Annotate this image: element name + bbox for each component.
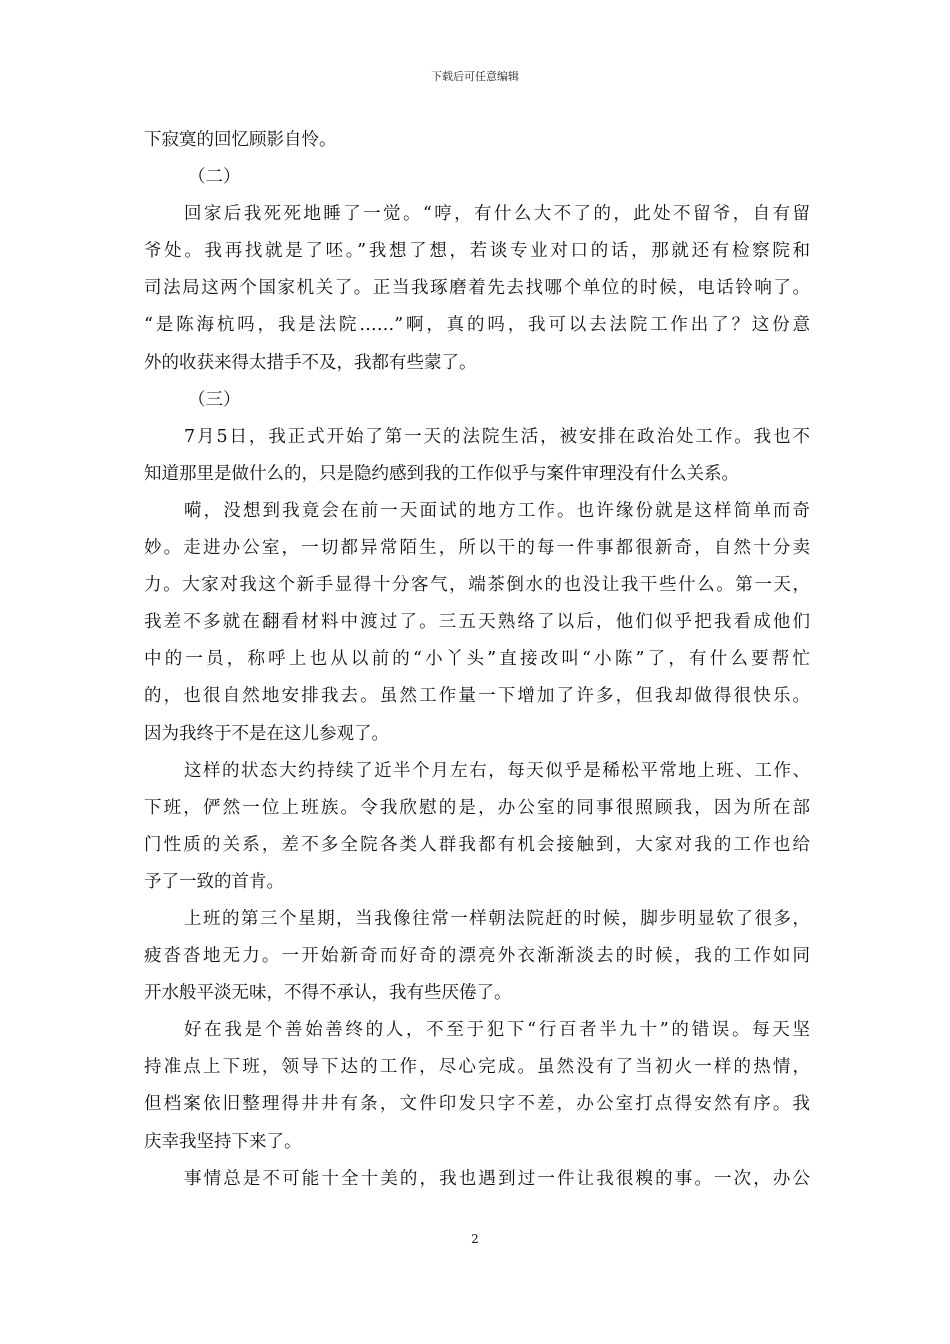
text-line: 妙。走进办公室，一切都异常陌生，所以干的每一件事都很新奇，自然十分卖 (144, 538, 810, 559)
text-line: 下寂寞的回忆顾影自怜。 (144, 130, 337, 150)
text-line: 7月5日，我正式开始了第一天的法院生活，被安排在政治处工作。我也不 (184, 426, 810, 447)
text-line: 爷处。我再找就是了呸。”我想了想，若谈专业对口的话，那就还有检察院和 (144, 241, 810, 262)
text-line: 我差不多就在翻看材料中渡过了。三五天熟络了以后，他们似乎把我看成他们 (144, 612, 810, 633)
page-number: 2 (471, 1232, 479, 1246)
text-line: 庆幸我坚持下来了。 (144, 1131, 302, 1152)
text-line: 力。大家对我这个新手显得十分客气，端茶倒水的也没让我干些什么。第一天， (144, 575, 810, 596)
text-line: 因为我终于不是在这儿参观了。 (144, 723, 389, 744)
section-heading: （三） (188, 389, 241, 410)
document-body (144, 122, 810, 1198)
text-line: 这样的状态大约持续了近半个月左右，每天似乎是稀松平常地上班、工作、 (184, 760, 810, 781)
text-line: 回家后我死死地睡了一觉。“哼，有什么大不了的，此处不留爷，自有留 (184, 204, 810, 225)
text-line: 下班，俨然一位上班族。令我欣慰的是，办公室的同事很照顾我，因为所在部 (144, 797, 810, 818)
page-header: 下载后可任意编辑 (431, 70, 519, 83)
text-line: 但档案依旧整理得井井有条，文件印发只字不差，办公室打点得安然有序。我 (144, 1094, 810, 1115)
text-line: 好在我是个善始善终的人，不至于犯下“行百者半九十”的错误。每天坚 (184, 1020, 810, 1041)
text-line: 知道那里是做什么的，只是隐约感到我的工作似乎与案件审理没有什么关系。 (144, 463, 739, 484)
text-line: 外的收获来得太措手不及，我都有些蒙了。 (144, 352, 477, 373)
text-line: 事情总是不可能十全十美的，我也遇到过一件让我很糗的事。一次，办公 (184, 1168, 810, 1189)
text-line: 疲沓沓地无力。一开始新奇而好奇的漂亮外衣渐渐淡去的时候，我的工作如同 (144, 946, 810, 967)
text-line: 嗬，没想到我竟会在前一天面试的地方工作。也许缘份就是这样简单而奇 (184, 500, 810, 521)
text-line: 门性质的关系，差不多全院各类人群我都有机会接触到，大家对我的工作也给 (144, 834, 810, 855)
text-line: 上班的第三个星期，当我像往常一样朝法院赶的时候，脚步明显软了很多， (184, 908, 810, 929)
text-line: “是陈海杭吗，我是法院……”啊，真的吗，我可以去法院工作出了？这份意 (144, 315, 810, 336)
text-line: 予了一致的首肯。 (144, 871, 284, 892)
section-heading: （二） (188, 167, 241, 188)
text-line: 开水般平淡无味，不得不承认，我有些厌倦了。 (144, 983, 512, 1004)
text-line: 中的一员，称呼上也从以前的“小丫头”直接改叫“小陈”了，有什么要帮忙 (144, 649, 810, 670)
text-line: 持准点上下班，领导下达的工作，尽心完成。虽然没有了当初火一样的热情， (144, 1057, 810, 1078)
text-line: 的，也很自然地安排我去。虽然工作量一下增加了许多，但我却做得很快乐。 (144, 686, 810, 707)
text-line: 司法局这两个国家机关了。正当我琢磨着先去找哪个单位的时候，电话铃响了。 (144, 278, 810, 299)
